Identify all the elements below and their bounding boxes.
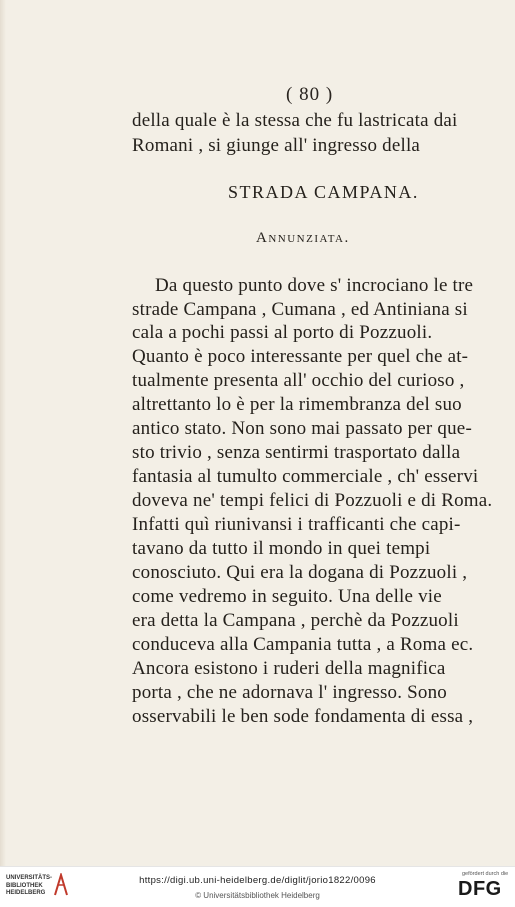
funding-caption: gefördert durch die [462, 871, 509, 877]
copyright-notice: © Universitätsbibliothek Heidelberg [195, 891, 320, 900]
text-line: doveva ne' tempi felici di Pozzuoli e di Roma. [132, 490, 493, 511]
page-number: ( 80 ) [286, 84, 334, 105]
text-line: sto trivio , senza sentirmi trasportato dalla [132, 442, 461, 463]
text-line: conduceva alla Campania tutta , a Roma ec. [132, 634, 474, 655]
logo-text-line: UNIVERSITÄTS- [6, 875, 53, 881]
text-line: fantasia al tumulto commerciale , ch' esservi [132, 466, 479, 487]
text-line: osservabili le ben sode fondamenta di essa , [132, 706, 474, 727]
permalink-url[interactable]: https://digi.ub.uni-heidelberg.de/diglit/jorio1822/0096 [139, 875, 376, 886]
dfg-logo[interactable]: DFG [458, 878, 502, 900]
text-line: Infatti quì riunivansi i trafficanti che capi- [132, 514, 461, 535]
text-line: tavano da tutto il mondo in quei tempi [132, 538, 431, 559]
text-line: Ancora esistono i ruderi della magnifica [132, 658, 446, 679]
text-line: conosciuto. Qui era la dogana di Pozzuoli , [132, 562, 468, 583]
text-line: antico stato. Non sono mai passato per que- [132, 418, 472, 439]
text-line: porta , che ne adornava l' ingresso. Sono [132, 682, 448, 703]
text-line: altrettanto lo è per la rimembranza del suo [132, 394, 462, 415]
text-line: Da questo punto dove s' incrociano le tre [155, 275, 474, 296]
text-line: della quale è la stessa che fu lastricata dai [132, 110, 458, 131]
text-line: Romani , si giunge all' ingresso della [132, 135, 421, 156]
logo-text-line: HEIDELBERG [6, 890, 46, 896]
text-line: cala a pochi passi al porto di Pozzuoli. [132, 322, 433, 343]
section-heading: STRADA CAMPANA. [228, 182, 419, 202]
text-line: Quanto è poco interessante per quel che at- [132, 346, 469, 367]
text-line: strade Campana , Cumana , ed Antiniana si [132, 299, 468, 320]
text-line: come vedremo in seguito. Una delle vie [132, 586, 442, 607]
viewer-footer [0, 866, 515, 907]
logo-text-line: BIBLIOTHEK [6, 882, 43, 889]
section-subheading: Annunziata. [256, 230, 350, 246]
page-edge-shadow [0, 0, 6, 866]
text-line: tualmente presenta all' occhio del curioso , [132, 370, 465, 391]
text-line: era detta la Campana , perchè da Pozzuoli [132, 610, 459, 631]
